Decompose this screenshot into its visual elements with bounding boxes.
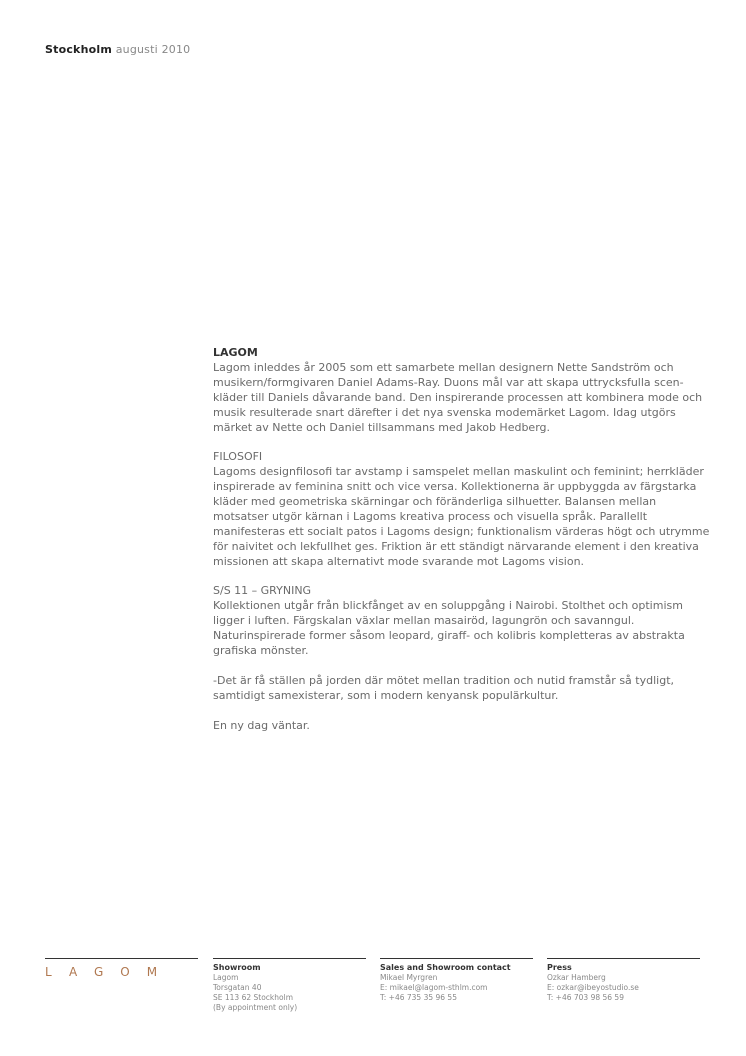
footer-line: Lagom (213, 973, 239, 982)
section-title: LAGOM (213, 346, 258, 359)
footer-line: T: +46 735 35 96 55 (380, 993, 457, 1002)
brand-logo: LAGOM (45, 965, 175, 979)
paragraph: Kollektionen utgår från blickfånget av en soluppgång i Nairobi. Stolthet och optimism ligger i luften. Färgskalan växlar mellan masairöd, lagungrön och savanngul. Naturinspirerade former såsom leopard, giraff- och kolibris kompletteras av abstrakta grafiska mönster. (213, 599, 685, 657)
paragraph: -Det är få ställen på jorden där mötet mellan tradition och nutid framstår så tydligt, samtidigt samexisterar, som i modern kenyansk populärkultur. (213, 674, 675, 702)
paragraph: Lagom inleddes år 2005 som ett samarbete mellan designern Nette Sandström och musikern/formgivaren Daniel Adams-Ray. Duons mål var att skapa uttrycksfulla scen-kläder till Daniels dåvarande band. Den inspirerande processen att kombinera mode och musik resulterade snart därefter i det nya svenska modemärket Lagom. Idag utgörs märket av Nette och Daniel tillsammans med Jakob Hedberg. (213, 361, 703, 434)
footer-email-link[interactable]: E: ozkar@ibeyostudio.se (547, 983, 639, 992)
footer-showroom (213, 958, 366, 1013)
section-title: FILOSOFI (213, 450, 263, 463)
footer-line: Ozkar Hamberg (547, 973, 606, 982)
press-release-body (213, 345, 713, 747)
paragraph: Lagoms designfilosofi tar avstamp i samspelet mellan maskulint och feminint; herrkläder inspirerade av feminina snitt och vice versa. Kollektionerna är uppbyggda av färgstarka kläder med geometriska skärningar och föränderliga silhuetter. Balansen mellan motsatser utgör kärnan i Lagoms kreativa process och visuella språk. Parallellt manifesteras ett socialt patos i Lagoms design; funktionalism värderas högt och utrymme för naivitet och lekfullhet ges. Friktion är ett ständigt närvarande element i den kreativa missionen att skapa alternativt mode svarande mot Lagoms vision. (213, 465, 710, 568)
section-collection (213, 583, 713, 733)
section-lagom (213, 345, 713, 435)
footer-logo-block (45, 958, 198, 979)
footer-line: SE 113 62 Stockholm (213, 993, 293, 1002)
dateline-date: augusti 2010 (115, 43, 191, 56)
dateline-city: Stockholm (45, 43, 112, 56)
section-title: S/S 11 – GRYNING (213, 584, 312, 597)
paragraph: En ny dag väntar. (213, 719, 310, 732)
dateline (45, 43, 190, 56)
footer-heading: Showroom (213, 963, 261, 972)
section-filosofi (213, 449, 713, 569)
footer-line: T: +46 703 98 56 59 (547, 993, 624, 1002)
footer-line: Mikael Myrgren (380, 973, 438, 982)
footer-heading: Press (547, 963, 572, 972)
footer-line: (By appointment only) (213, 1003, 298, 1012)
footer-line: Torsgatan 40 (213, 983, 262, 992)
footer-heading: Sales and Showroom contact (380, 963, 511, 972)
footer-sales-contact (380, 958, 533, 1003)
footer-email-link[interactable]: E: mikael@lagom-sthlm.com (380, 983, 488, 992)
footer-press (547, 958, 700, 1003)
